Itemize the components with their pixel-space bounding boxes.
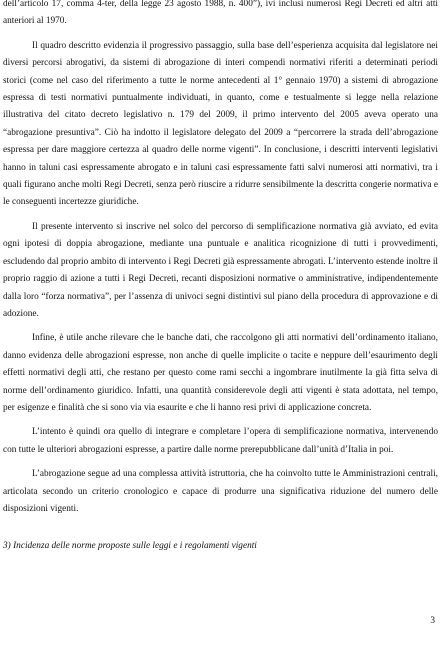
paragraph-banche-dati: Infine, è utile anche rilevare che le banche dati, che raccolgono gli atti normativi dell’ordinamento italiano, danno evidenza delle abrogazioni espresse, non anche di quelle implicite o tacite e neppure dell’esaurimento degli effetti normativi degli atti, che restano per questo come rami secchi a ingombrare inutilmente la già fitta selva di norme dell’ordinamento giuridico. Infatti, una quantità considerevole degli atti vigenti è stata adottata, nel tempo, per esigenze e finalità che si sono via via esaurite e che li hanno resi privi di applicazione concreta.	[3, 333, 438, 413]
paragraph-intento: L’intento è quindi ora quello di integrare e completare l’opera di semplificazione normativa, intervenendo con tutte le ulteriori abrogazioni espresse, a partire dalle norme prerepubblicane dall’unità d’Italia in poi.	[3, 427, 438, 455]
document-body	[3, 0, 438, 556]
paragraph-continuation: dell’articolo 17, comma 4-ter, della legge 23 agosto 1988, n. 400”), ivi inclusi numerosi Regi Decreti ed altri atti anteriori al 1970.	[3, 0, 438, 27]
paragraph-presente-intervento: Il presente intervento si inscrive nel solco del percorso di semplificazione normativa già avviato, ed evita ogni ipotesi di doppia abrogazione, mediante una puntuale e analitica ricognizione di tutti i provvedimenti, escludendo dal proprio ambito di intervento i Regi Decreti già espressamente abrogati. L’intervento estende inoltre il proprio raggio di azione a tutti i Regi Decreti, recanti disposizioni normative o amministrative, indipendentemente dalla loro “forza normativa”, per l’assenza di univoci segni distintivi sul piano della procedura di approvazione e di adozione.	[3, 221, 438, 319]
paragraph-abrogazione: L’abrogazione segue ad una complessa attività istruttoria, che ha coinvolto tutte le Amministrazioni centrali, articolata secondo un criterio cronologico e capace di produrre una significativa riduzione del numero delle disposizioni vigenti.	[3, 469, 438, 514]
paragraph-quadro-descritto: Il quadro descritto evidenzia il progressivo passaggio, sulla base dell’esperienza acquisita dal legislatore nei diversi percorsi abrogativi, da sistemi di abrogazione di interi compendi normativi riferiti a determinati periodi storici (come nel caso del riferimento a tutte le norme antecedenti al 1° gennaio 1970) a sistemi di abrogazione espressa di testi normativi puntualmente individuati, in quanto, come e testualmente si legge nella relazione illustrativa del citato decreto legislativo n. 179 del 2009, il primo intervento del 2005 aveva operato una “abrogazione presuntiva”. Ciò ha indotto il legislatore delegato del 2009 a “percorrere la strada dell’abrogazione espressa per dare maggiore certezza al quadro delle norme vigenti”. In conclusione, i descritti interventi legislativi hanno in taluni casi espressamente abrogato e in taluni casi espressamente fatti salvi numerosi atti normativi, tra i quali figurano anche molti Regi Decreti, senza però riuscire a ridurre sensibilmente la descritta congerie normativa e le conseguenti incertezze giuridiche.	[3, 40, 438, 208]
section-heading: 3) Incidenza delle norme proposte sulle leggi e i regolamenti vigenti	[3, 541, 257, 552]
page-number: 3	[430, 616, 435, 626]
